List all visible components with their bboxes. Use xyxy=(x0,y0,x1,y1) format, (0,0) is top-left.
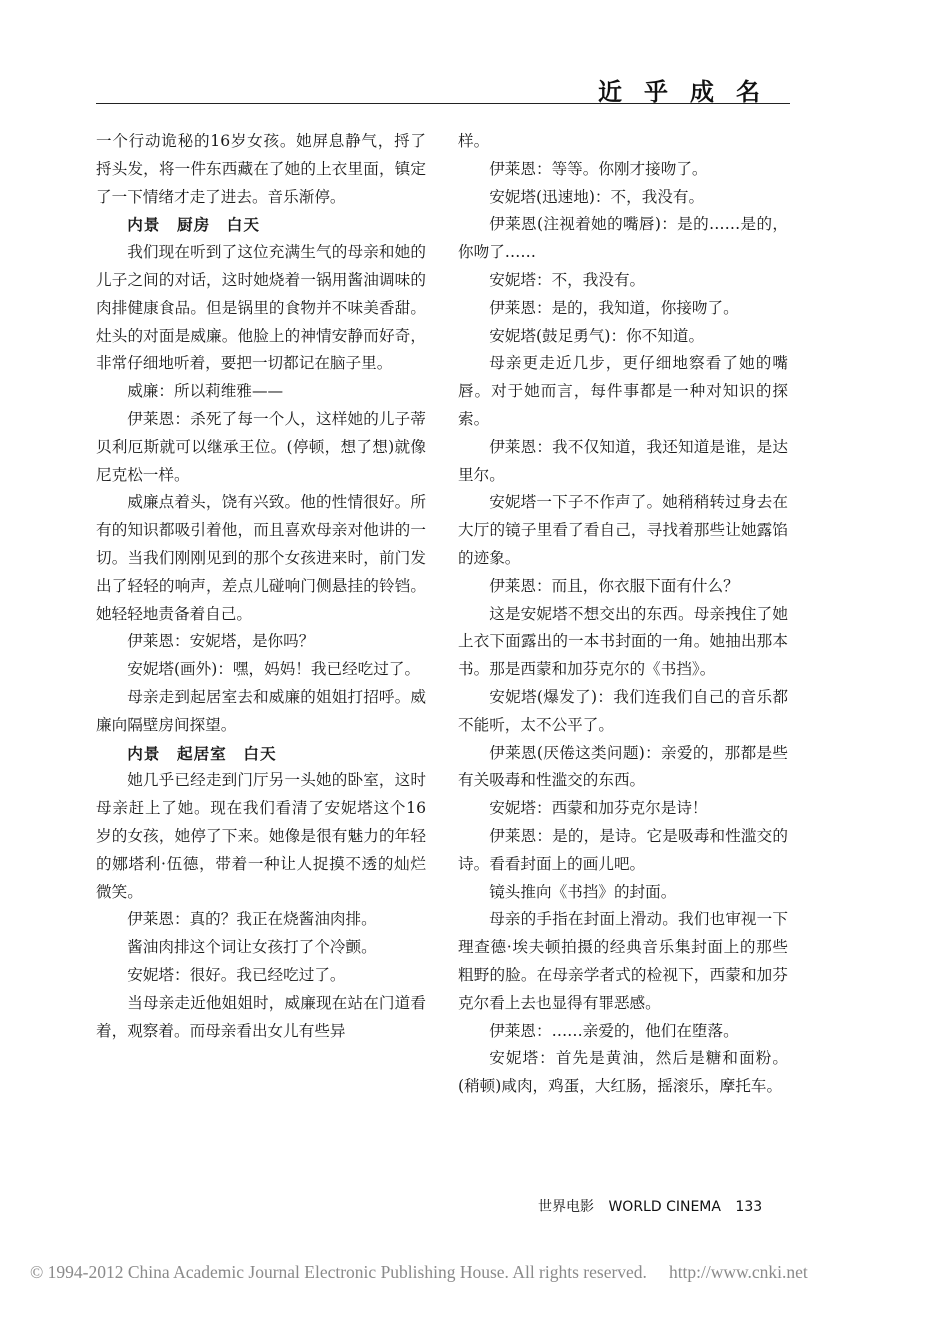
copyright-url: http://www.cnki.net xyxy=(668,1262,808,1282)
dialogue-line: 安妮塔：很好。我已经吃过了。 xyxy=(127,965,346,984)
dialogue-line: 安妮塔(画外)：嘿，妈妈！我已经吃过了。 xyxy=(127,660,421,679)
dialogue-line: 伊莱恩：杀死了每一个人，这样她的儿子蒂贝利厄斯就可以继承王位。(停顿，想了想)就像尼克松一样。 xyxy=(96,409,426,484)
dialogue-line: 伊莱恩(厌倦这类问题)：亲爱的，那都是些有关吸毒和性滥交的东西。 xyxy=(458,743,788,790)
dialogue-line: 威廉：所以莉维雅—— xyxy=(127,382,284,401)
dialogue-line: 安妮塔：西蒙和加芬克尔是诗！ xyxy=(489,799,708,818)
paragraph: 一个行动诡秘的16岁女孩。她屏息静气，捋了捋头发，将一件东西藏在了她的上衣里面，镇定了一下情绪才走了进去。音乐渐停。 xyxy=(96,132,426,206)
left-text-column xyxy=(96,128,426,1045)
journal-name-en: WORLD CINEMA xyxy=(608,1199,721,1215)
dialogue-line: 伊莱恩：我不仅知道，我还知道是谁，是达里尔。 xyxy=(458,437,788,484)
paragraph: 母亲更走近几步，更仔细地察看了她的嘴唇。对于她而言，每件事都是一种对知识的探索。 xyxy=(458,354,788,428)
paragraph: 镜头推向《书挡》的封面。 xyxy=(489,882,677,901)
dialogue-line: 伊莱恩：是的，是诗。它是吸毒和性滥交的诗。看看封面上的画儿吧。 xyxy=(458,826,788,873)
paragraph: 样。 xyxy=(458,132,490,150)
header-rule xyxy=(96,103,790,104)
paragraph: 我们现在听到了这位充满生气的母亲和她的儿子之间的对话，这时她烧着一锅用酱油调味的肉排健康食品。但是锅里的食物并不味美香甜。灶头的对面是威廉。他脸上的神情安静而好奇，非常仔细地听着，要把一切都记在脑子里。 xyxy=(96,243,426,373)
copyright-text: © 1994-2012 China Academic Journal Electronic Publishing House. All rights reserved. xyxy=(30,1262,647,1282)
page-footer xyxy=(538,1196,772,1216)
dialogue-line: 安妮塔：不，我没有。 xyxy=(489,270,646,289)
paragraph: 酱油肉排这个词让女孩打了个冷颤。 xyxy=(127,938,377,957)
scene-heading: 内景 起居室 白天 xyxy=(127,743,277,763)
paragraph: 这是安妮塔不想交出的东西。母亲拽住了她上衣下面露出的一本书封面的一角。她抽出那本书。那是西蒙和加芬克尔的《书挡》。 xyxy=(458,604,788,679)
paragraph: 安妮塔一下子不作声了。她稍稍转过身去在大厅的镜子里看了看自己，寻找着那些让她露馅的迹象。 xyxy=(458,493,788,567)
scene-heading: 内景 厨房 白天 xyxy=(127,215,260,235)
page-number: 133 xyxy=(735,1199,763,1215)
dialogue-line: 伊莱恩：安妮塔，是你吗？ xyxy=(127,632,315,651)
dialogue-line: 安妮塔(迅速地)：不，我没有。 xyxy=(489,187,705,206)
copyright-notice xyxy=(30,1262,950,1283)
dialogue-line: 伊莱恩：……亲爱的，他们在堕落。 xyxy=(489,1021,739,1040)
dialogue-line: 伊莱恩：而且，你衣服下面有什么？ xyxy=(489,576,739,595)
paragraph: 当母亲走近他姐姐时，威廉现在站在门道看着，观察着。而母亲看出女儿有些异 xyxy=(96,993,426,1040)
dialogue-line: 伊莱恩：真的？我正在烧酱油肉排。 xyxy=(127,910,377,929)
journal-name-cn: 世界电影 xyxy=(538,1199,594,1215)
dialogue-line: 伊莱恩：是的，我知道，你接吻了。 xyxy=(489,298,739,317)
right-text-column xyxy=(458,128,788,1101)
paragraph: 母亲的手指在封面上滑动。我们也审视一下理查德·埃夫顿拍摄的经典音乐集封面上的那些粗野的脸。在母亲学者式的检视下，西蒙和加芬克尔看上去也显得有罪恶感。 xyxy=(458,910,788,1012)
paragraph: 母亲走到起居室去和威廉的姐姐打招呼。威廉向隔壁房间探望。 xyxy=(96,687,426,734)
dialogue-line: 伊莱恩(注视着她的嘴唇)：是的……是的，你吻了…… xyxy=(458,215,788,262)
dialogue-line: 安妮塔(爆发了)：我们连我们自己的音乐都不能听，太不公平了。 xyxy=(458,687,788,734)
dialogue-line: 伊莱恩：等等。你刚才接吻了。 xyxy=(489,159,708,178)
paragraph: 她几乎已经走到门厅另一头她的卧室，这时母亲赶上了她。现在我们看清了安妮塔这个16岁的女孩，她停了下来。她像是很有魅力的年轻的娜塔利·伍德，带着一种让人捉摸不透的灿烂微笑。 xyxy=(96,771,426,901)
dialogue-line: 安妮塔(鼓足勇气)：你不知道。 xyxy=(489,326,705,345)
running-header-title: 近乎成名 xyxy=(598,78,782,106)
paragraph: 威廉点着头，饶有兴致。他的性情很好。所有的知识都吸引着他，而且喜欢母亲对他讲的一切。当我们刚刚见到的那个女孩进来时，前门发出了轻轻的响声，差点儿碰响门侧悬挂的铃铛。她轻轻地责备着自己。 xyxy=(96,493,426,623)
dialogue-line: 安妮塔：首先是黄油，然后是糖和面粉。(稍顿)咸肉，鸡蛋，大红肠，摇滚乐，摩托车。 xyxy=(458,1049,788,1096)
